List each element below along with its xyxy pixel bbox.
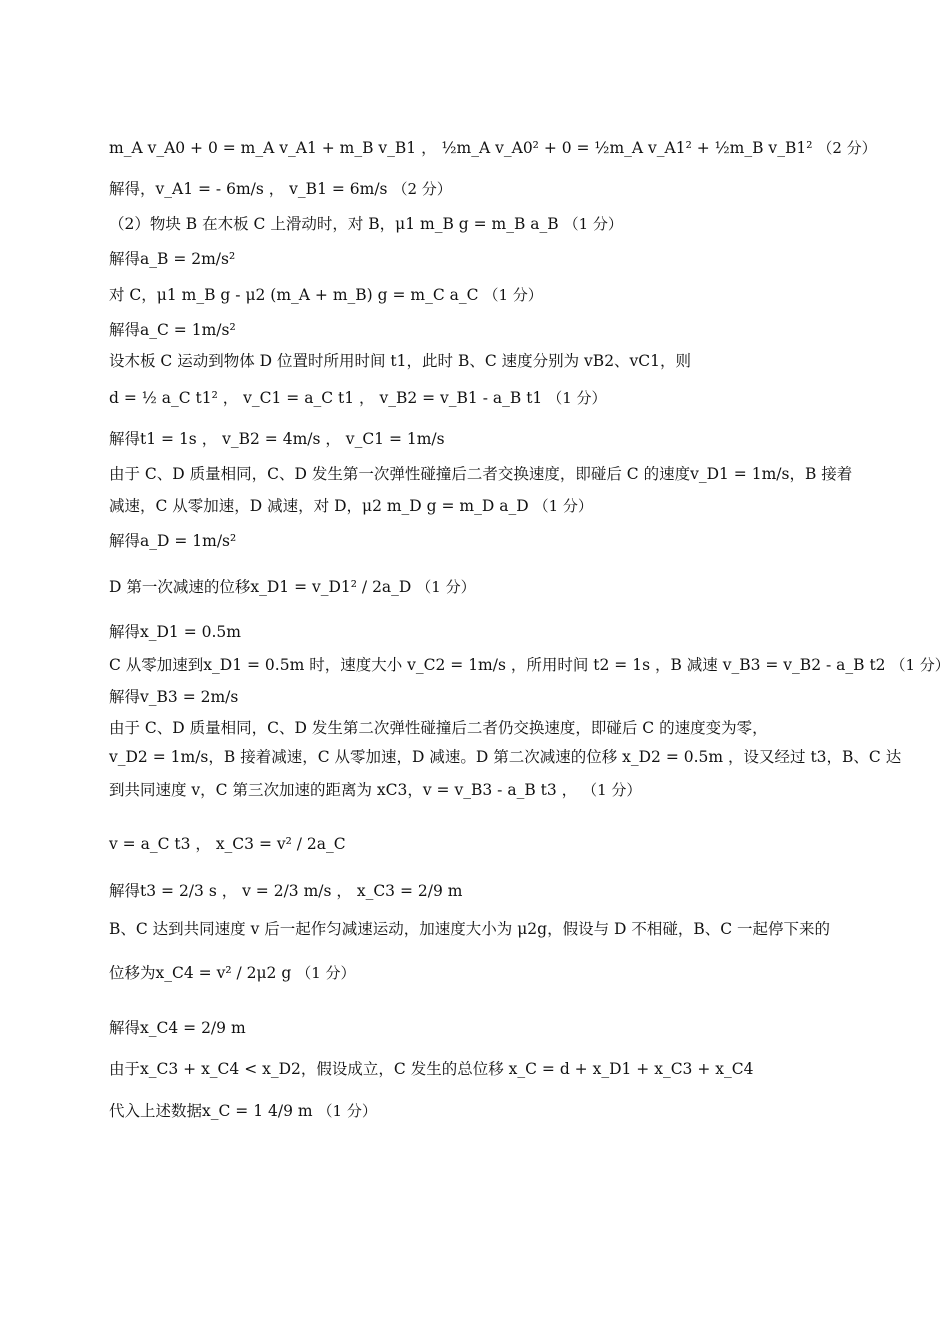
equation-line-1	[109, 137, 877, 159]
text-line-11: 减速，C 从零加速，D 减速，对 D，μ2 m_D g = m_D a_D （1 分）	[109, 497, 593, 515]
text-line-26: 代入上述数据x_C = 1 4/9 m （1 分）	[109, 1102, 377, 1120]
text-line-25: 由于x_C3 + x_C4 < x_D2，假设成立，C 发生的总位移 x_C = d + x_D1 + x_C3 + x_C4	[109, 1060, 754, 1078]
text-line-16: 解得v_B3 = 2m/s	[109, 688, 239, 706]
score-mark: （1 分）	[416, 578, 476, 596]
text-line-14: 解得x_D1 = 0.5m	[109, 623, 241, 641]
formula: t3 = 2/3 s ， v = 2/3 m/s ， x_C3 = 2/9 m	[140, 882, 463, 900]
momentum-energy-equations: m_A v_A0 + 0 = m_A v_A1 + m_B v_B1 ， ½m_A v_A0² + 0 = ½m_A v_A1² + ½m_B v_B1²	[109, 139, 813, 157]
text-line-12: 解得a_D = 1m/s²	[109, 532, 237, 550]
score-mark: （1 分）	[317, 1102, 377, 1120]
formula: d = ½ a_C t1² ， v_C1 = a_C t1 ， v_B2 = v_B1 - a_B t1	[109, 389, 543, 407]
score-mark: （1 分）	[296, 964, 356, 982]
text-line-4: 解得a_B = 2m/s²	[109, 250, 236, 268]
text-line-5: 对 C，μ1 m_B g - μ2 (m_A + m_B) g = m_C a_C （1 分）	[109, 286, 543, 304]
formula: x_C3 + x_C4 < x_D2	[140, 1060, 301, 1078]
formula: μ1 m_B g = m_B a_B	[395, 215, 559, 233]
formula: x_C4 = 2/9 m	[140, 1019, 246, 1037]
formula: v_D2 = 1m/s	[109, 748, 209, 766]
formula: x_D1 = 0.5m 时，速度大小 v_C2 = 1m/s ，所用时间 t2 = 1s ，B 减速 v_B3 = v_B2 - a_B t2	[203, 656, 886, 674]
text-line-18: v_D2 = 1m/s，B 接着减速，C 从零加速，D 减速。D 第二次减速的位移 x_D2 = 0.5m ，设又经过 t3，B、C 达	[109, 748, 902, 766]
text-line-10: 由于 C、D 质量相同，C、D 发生第一次弹性碰撞后二者交换速度，即碰后 C 的速度v_D1 = 1m/s，B 接着	[109, 465, 853, 483]
result-formula: v_A1 = - 6m/s ， v_B1 = 6m/s	[155, 180, 388, 198]
formula: a_D = 1m/s²	[140, 532, 237, 550]
text-line-7: 设木板 C 运动到物体 D 位置时所用时间 t1，此时 B、C 速度分别为 vB2、vC1，则	[109, 352, 692, 370]
formula: a_C = 1m/s²	[140, 321, 236, 339]
text-line-3: （2）物块 B 在木板 C 上滑动时，对 B，μ1 m_B g = m_B a_B （1 分）	[109, 215, 623, 233]
formula: a_B = 2m/s²	[140, 250, 236, 268]
text-line-22: B、C 达到共同速度 v 后一起作匀减速运动，加速度大小为 μ2g，假设与 D 不相碰，B、C 一起停下来的	[109, 920, 831, 938]
formula: t1 = 1s ， v_B2 = 4m/s ， v_C1 = 1m/s	[140, 430, 445, 448]
score-mark: （1 分）	[547, 389, 607, 407]
formula: x_D1 = v_D1² / 2a_D	[250, 578, 412, 596]
formula: μ2 m_D g = m_D a_D	[362, 497, 529, 515]
text-line-13: D 第一次减速的位移x_D1 = v_D1² / 2a_D （1 分）	[109, 578, 476, 596]
equation-line-2: 解得，v_A1 = - 6m/s ， v_B1 = 6m/s （2 分）	[109, 180, 452, 198]
formula: μ1 m_B g - μ2 (m_A + m_B) g = m_C a_C	[156, 286, 479, 304]
score-mark: （1 分）	[483, 286, 543, 304]
formula: x_D1 = 0.5m	[140, 623, 241, 641]
score-mark: （1 分）	[533, 497, 593, 515]
score-mark: （1 分）	[563, 215, 623, 233]
text-line-24: 解得x_C4 = 2/9 m	[109, 1019, 246, 1037]
text-line-20	[109, 833, 862, 855]
text-line-23: 位移为x_C4 = v² / 2μ2 g （1 分）	[109, 964, 356, 982]
score-mark: （2 分）	[817, 139, 877, 157]
score-mark: （2 分）	[392, 180, 452, 198]
formula: v = a_C t3 ， x_C3 = v² / 2a_C	[109, 835, 346, 853]
text-line-8	[109, 387, 862, 409]
formula: v_D1 = 1m/s	[690, 465, 790, 483]
text-line-15: C 从零加速到x_D1 = 0.5m 时，速度大小 v_C2 = 1m/s ，所用时间 t2 = 1s ，B 减速 v_B3 = v_B2 - a_B t2 （1 分）	[109, 656, 950, 674]
text-line-9: 解得t1 = 1s ， v_B2 = 4m/s ， v_C1 = 1m/s	[109, 430, 445, 448]
score-mark: （1 分）	[890, 656, 950, 674]
text-line-21: 解得t3 = 2/3 s ， v = 2/3 m/s ， x_C3 = 2/9 m	[109, 882, 463, 900]
score-mark: （1 分）	[582, 781, 642, 799]
formula: x_C = 1 4/9 m	[202, 1102, 313, 1120]
text-line-19: 到共同速度 v，C 第三次加速的距离为 xC3，v = v_B3 - a_B t3 ， （1 分）	[109, 781, 642, 799]
text-line-6: 解得a_C = 1m/s²	[109, 321, 236, 339]
formula: v = v_B3 - a_B t3 ，	[422, 781, 578, 799]
formula: v_B3 = 2m/s	[140, 688, 239, 706]
formula: x_C4 = v² / 2μ2 g	[155, 964, 292, 982]
text-line-17: 由于 C、D 质量相同，C、D 发生第二次弹性碰撞后二者仍交换速度，即碰后 C 的速度变为零，	[109, 719, 768, 737]
